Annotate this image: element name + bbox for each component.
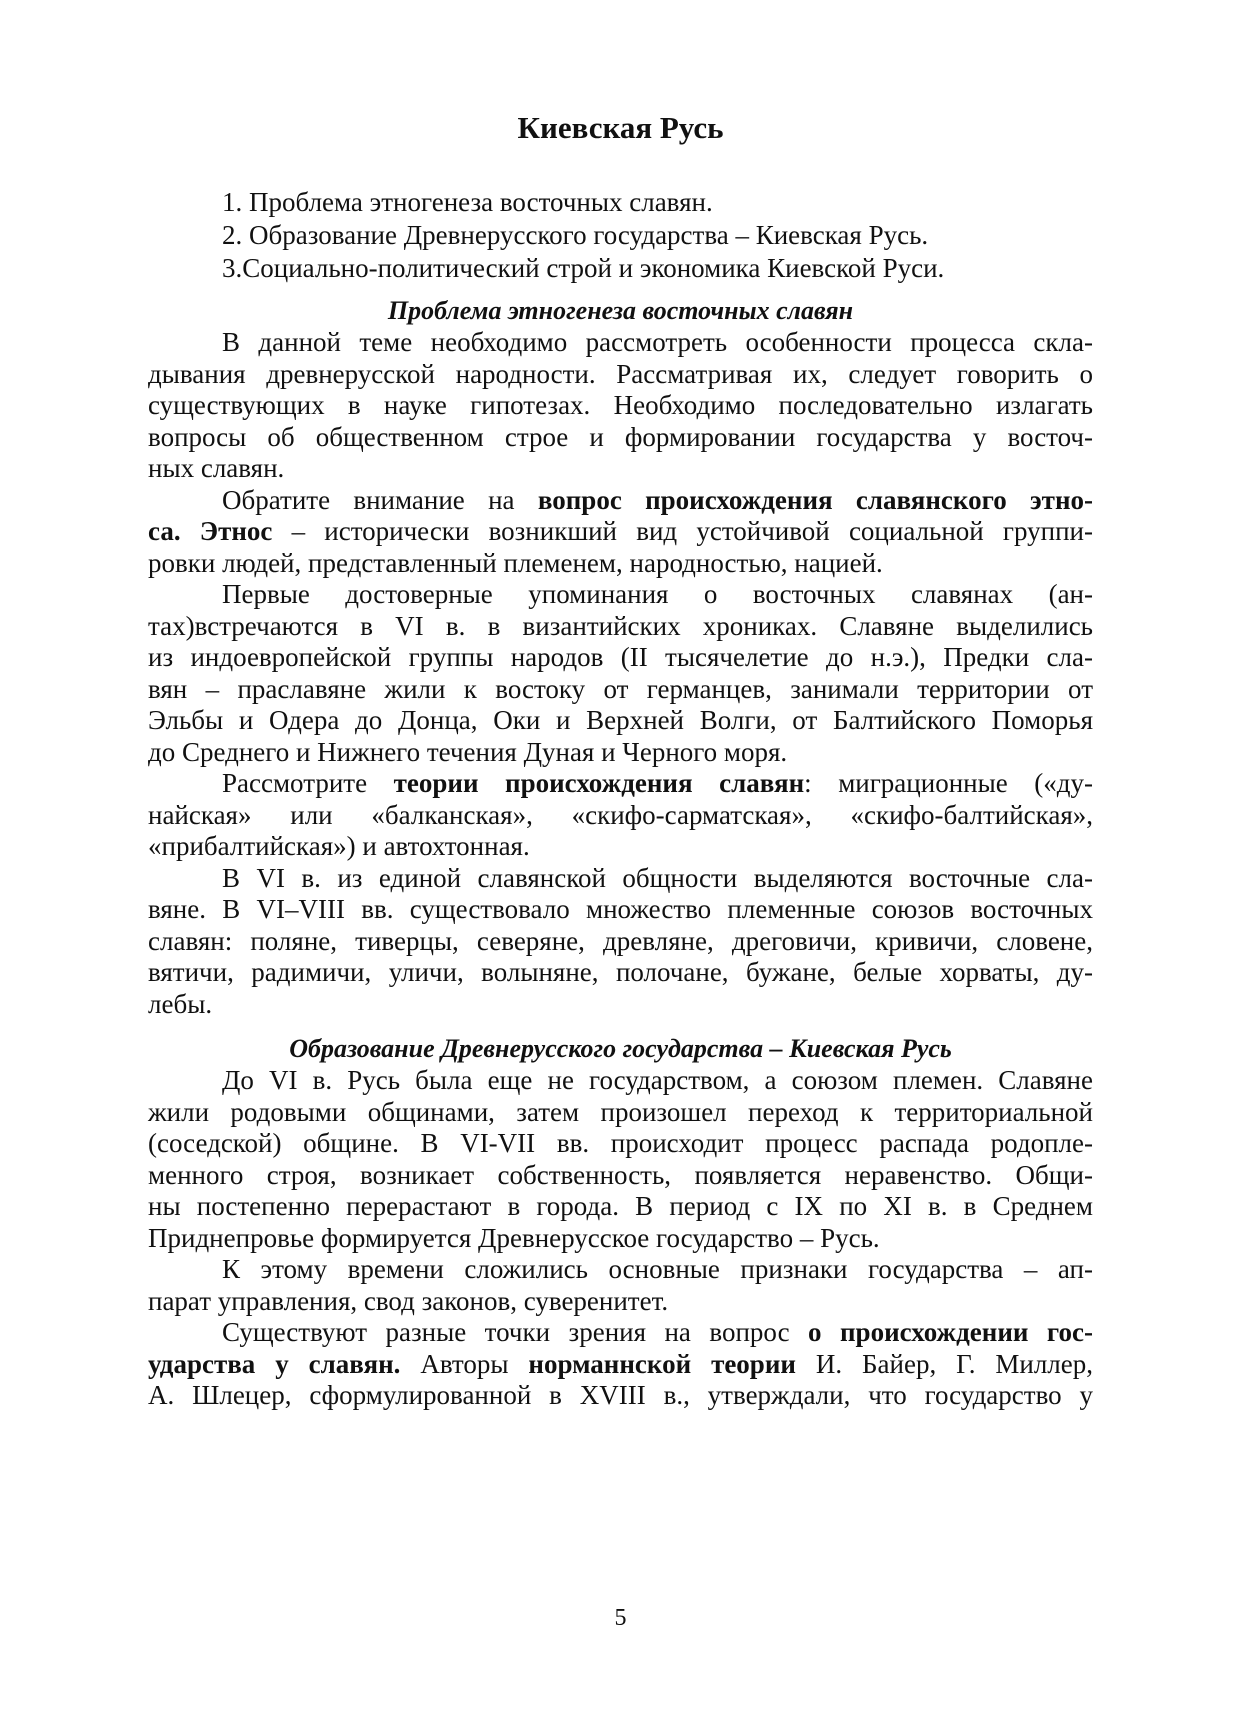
text-line: лебы.: [148, 988, 213, 1019]
text-run: : миграционные («ду-: [804, 768, 1093, 798]
paragraph: [148, 327, 1093, 485]
text-line: ных славян.: [148, 453, 285, 483]
table-of-contents: [222, 186, 1122, 285]
text-line: вопросы об общественном строе и формировании государства у восточ-: [148, 421, 1093, 452]
text-line: (соседской) общине. В VI-VII вв. происходит процесс распада родопле-: [148, 1128, 1093, 1158]
text-line: жили родовыми общинами, затем произошел переход к территориальной: [148, 1096, 1093, 1127]
text-run: Авторы: [400, 1348, 529, 1379]
text-run: Обратите внимание на: [222, 484, 538, 515]
text-line: В VI в. из единой славянской общности выделяются восточные сла-: [222, 862, 1093, 893]
text-line: [148, 485, 1093, 517]
text-line: тах)встречаются в VI в. в византийских хрониках. Славяне выделились: [148, 610, 1093, 641]
toc-item: 2. Образование Древнерусского государства – Киевская Русь.: [222, 220, 929, 250]
bold-term: вопрос происхождения славянского этно-: [537, 484, 1093, 515]
text-line: парат управления, свод законов, суверенитет.: [148, 1285, 669, 1316]
paragraph: [148, 579, 1093, 768]
bold-term: о происхождении гос-: [808, 1317, 1093, 1347]
text-run: Рассмотрите: [222, 768, 394, 798]
text-run: И. Байер, Г. Миллер,: [795, 1348, 1093, 1379]
text-line: ровки людей, представленный племенем, народностью, нацией.: [148, 547, 883, 578]
text-line: дывания древнерусской народности. Рассматривая их, следует говорить о: [148, 358, 1093, 389]
text-line: Первые достоверные упоминания о восточных славянах (ан-: [222, 579, 1093, 609]
bold-term: норманнской теории: [528, 1348, 796, 1379]
text-run: – исторически возникший вид устойчивой социальной группи-: [272, 516, 1093, 546]
section-heading: Проблема этногенеза восточных славян: [387, 296, 854, 325]
text-line: славян: поляне, тиверцы, северяне, древляне, дреговичи, кривичи, словене,: [148, 925, 1093, 956]
toc-item: 3.Социально-политический строй и экономика Киевской Руси.: [222, 253, 945, 283]
text-line: [148, 768, 1093, 800]
text-line: [148, 1317, 1093, 1349]
text-line: найская» или «балканская», «скифо-сарматская», «скифо-балтийская»,: [148, 799, 1093, 830]
paragraph: [148, 863, 1093, 1021]
text-line: До VI в. Русь была еще не государством, а союзом племен. Славяне: [222, 1065, 1093, 1095]
text-line: до Среднего и Нижнего течения Дуная и Черного моря.: [148, 736, 788, 767]
page-number: 5: [614, 1605, 627, 1631]
text-line: [148, 516, 1093, 548]
paragraph: [148, 1065, 1093, 1254]
paragraph: [148, 768, 1093, 863]
text-line: К этому времени сложились основные признаки государства – ап-: [222, 1254, 1093, 1284]
text-line: В данной теме необходимо рассмотреть особенности процесса скла-: [222, 327, 1093, 357]
text-run: Существуют разные точки зрения на вопрос: [222, 1317, 809, 1347]
section-state-formation: [148, 1033, 1093, 1412]
text-line: [148, 1349, 1093, 1381]
text-line: вян – праславяне жили к востоку от германцев, занимали территории от: [148, 673, 1093, 704]
page-title: Киевская Русь: [517, 110, 724, 145]
bold-term: са. Этнос: [148, 516, 273, 546]
text-line: ны постепенно перерастают в города. В период с IX по XI в. в Среднем: [148, 1191, 1093, 1221]
text-line: вяне. В VI–VIII вв. существовало множество племенные союзов восточных: [148, 894, 1093, 924]
bold-term: ударства у славян.: [148, 1348, 401, 1379]
bold-term: теории происхождения славян: [393, 768, 805, 798]
text-line: из индоевропейской группы народов (II тысячелетие до н.э.), Предки сла-: [148, 642, 1093, 672]
text-line: существующих в науке гипотезах. Необходимо последовательно излагать: [148, 390, 1093, 420]
text-line: Эльбы и Одера до Донца, Оки и Верхней Волги, от Балтийского Поморья: [148, 705, 1093, 735]
section-ethnogenesis: [148, 295, 1093, 1020]
paragraph: [148, 1254, 1093, 1317]
paragraph: [148, 1317, 1093, 1412]
text-line: менного строя, возникает собственность, появляется неравенство. Общи-: [148, 1159, 1093, 1190]
section-heading: Образование Древнерусского государства – Киевская Русь: [289, 1034, 952, 1063]
paragraph: [148, 485, 1093, 580]
text-line: Приднепровье формируется Древнерусское государство – Русь.: [148, 1222, 880, 1253]
toc-item: 1. Проблема этногенеза восточных славян.: [222, 187, 713, 217]
text-line: вятичи, радимичи, уличи, волыняне, полочане, бужане, белые хорваты, ду-: [148, 957, 1093, 987]
text-line: «прибалтийская») и автохтонная.: [148, 831, 530, 861]
text-line: А. Шлецер, сформулированной в XVIII в., утверждали, что государство у: [148, 1380, 1093, 1410]
